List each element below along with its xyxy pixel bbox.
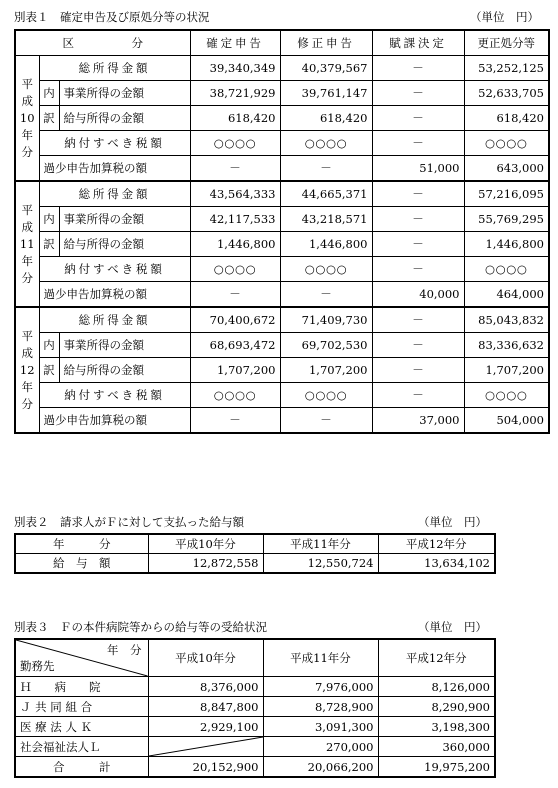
table3-row-label: Ｊ 共 同 組 合 bbox=[15, 697, 148, 717]
table3-value: 270,000 bbox=[263, 737, 378, 757]
value-correction: 1,707,200 bbox=[464, 358, 549, 383]
value-correction: 55,769,295 bbox=[464, 207, 549, 232]
value-correction: 83,336,632 bbox=[464, 333, 549, 358]
value-amended: 71,409,730 bbox=[280, 307, 372, 333]
table1-row-h11-penalty-tax bbox=[15, 282, 549, 308]
table3-row-label: 医 療 法 人 Ｋ bbox=[15, 717, 148, 737]
table1-caption: 別表１ 確定申告及び原処分等の状況 bbox=[14, 10, 210, 24]
value-correction: 52,633,705 bbox=[464, 81, 549, 106]
era-char: 年 bbox=[21, 379, 33, 394]
table1-row-h11-tax-due bbox=[15, 257, 549, 282]
table3-value: 8,728,900 bbox=[263, 697, 378, 717]
era-char: 年 bbox=[21, 253, 33, 268]
value-amended: ○○○○ bbox=[280, 257, 372, 282]
breakdown-char: 内 bbox=[39, 333, 59, 358]
breakdown-char: 訳 bbox=[39, 358, 59, 383]
value-correction: 57,216,095 bbox=[464, 181, 549, 207]
table1-row-h12-penalty-tax bbox=[15, 408, 549, 434]
value-amended: 69,702,530 bbox=[280, 333, 372, 358]
row-label-salary-income: 給与所得の金額 bbox=[59, 232, 190, 257]
era-label-h12 bbox=[15, 307, 39, 433]
value-final: 42,117,533 bbox=[190, 207, 280, 232]
value-amended: 44,665,371 bbox=[280, 181, 372, 207]
era-label-h10 bbox=[15, 56, 39, 182]
table3-row-medical-corp-k bbox=[15, 717, 495, 737]
era-char: 年 bbox=[21, 127, 33, 142]
row-label-penalty-tax: 過少申告加算税の額 bbox=[39, 156, 190, 182]
era-char: 分 bbox=[21, 144, 33, 159]
value-correction: 85,043,832 bbox=[464, 307, 549, 333]
row-label-business-income: 事業所得の金額 bbox=[59, 207, 190, 232]
era-char: 平 bbox=[21, 76, 33, 91]
table3-empty-cell bbox=[148, 737, 263, 757]
table2-caption: 別表２ 請求人がＦに対して支払った給与額 bbox=[14, 515, 244, 529]
value-final: 1,446,800 bbox=[190, 232, 280, 257]
value-assessment: － bbox=[372, 232, 464, 257]
table2-value-h10: 12,872,558 bbox=[148, 554, 263, 574]
era-char: 成 bbox=[21, 219, 33, 234]
table2-header-h11: 平成11年分 bbox=[263, 534, 378, 554]
era-char: 11 bbox=[19, 236, 35, 251]
table2-value-h11: 12,550,724 bbox=[263, 554, 378, 574]
value-final: － bbox=[190, 282, 280, 308]
header-assessment: 賦課決定 bbox=[372, 30, 464, 56]
table2-header-row bbox=[15, 534, 495, 554]
table3-value: 20,066,200 bbox=[263, 757, 378, 778]
value-amended: 1,446,800 bbox=[280, 232, 372, 257]
era-char: 成 bbox=[21, 345, 33, 360]
row-label-tax-due: 納付すべき税額 bbox=[39, 257, 190, 282]
value-assessment: 40,000 bbox=[372, 282, 464, 308]
table3-value: 20,152,900 bbox=[148, 757, 263, 778]
table3-corner-cell bbox=[15, 639, 148, 677]
row-label-penalty-tax: 過少申告加算税の額 bbox=[39, 408, 190, 434]
value-correction: 643,000 bbox=[464, 156, 549, 182]
table1-row-h12-total-income bbox=[15, 307, 549, 333]
table3-value: 3,091,300 bbox=[263, 717, 378, 737]
row-label-penalty-tax: 過少申告加算税の額 bbox=[39, 282, 190, 308]
value-final: ○○○○ bbox=[190, 257, 280, 282]
value-amended: － bbox=[280, 156, 372, 182]
table3-value: 8,290,900 bbox=[378, 697, 495, 717]
table2-salary-row bbox=[15, 554, 495, 574]
value-amended: － bbox=[280, 408, 372, 434]
value-correction: 464,000 bbox=[464, 282, 549, 308]
value-assessment: － bbox=[372, 358, 464, 383]
table1-row-h12-salary-income bbox=[15, 358, 549, 383]
breakdown-char: 訳 bbox=[39, 232, 59, 257]
header-amended-return: 修正申告 bbox=[280, 30, 372, 56]
table3-value: 360,000 bbox=[378, 737, 495, 757]
breakdown-char: 内 bbox=[39, 207, 59, 232]
value-amended: ○○○○ bbox=[280, 383, 372, 408]
table3-row-label: Ｈ 病 院 bbox=[15, 677, 148, 697]
value-assessment: － bbox=[372, 56, 464, 81]
table3-value: 2,929,100 bbox=[148, 717, 263, 737]
table2-row-label: 給 与 額 bbox=[15, 554, 148, 574]
corner-year-label: 年 分 bbox=[107, 643, 142, 657]
table3-value: 8,376,000 bbox=[148, 677, 263, 697]
table1-row-h10-penalty-tax bbox=[15, 156, 549, 182]
value-final: 68,693,472 bbox=[190, 333, 280, 358]
value-assessment: － bbox=[372, 106, 464, 131]
table2-header-h12: 平成12年分 bbox=[378, 534, 495, 554]
header-final-return: 確定申告 bbox=[190, 30, 280, 56]
value-amended: 618,420 bbox=[280, 106, 372, 131]
table1-tax-status bbox=[14, 29, 550, 434]
value-correction: 53,252,125 bbox=[464, 56, 549, 81]
table3-header-h11: 平成11年分 bbox=[263, 639, 378, 677]
table1-row-h10-salary-income bbox=[15, 106, 549, 131]
table1-row-h12-tax-due bbox=[15, 383, 549, 408]
value-assessment: 37,000 bbox=[372, 408, 464, 434]
value-amended: 1,707,200 bbox=[280, 358, 372, 383]
value-assessment: － bbox=[372, 181, 464, 207]
table1-row-h10-tax-due bbox=[15, 131, 549, 156]
value-assessment: － bbox=[372, 383, 464, 408]
table3-caption: 別表３ Ｆの本件病院等からの給与等の受給状況 bbox=[14, 620, 267, 634]
table3-value: 7,976,000 bbox=[263, 677, 378, 697]
table3-row-label: 社会福祉法人Ｌ bbox=[15, 737, 148, 757]
header-category: 区 分 bbox=[15, 30, 190, 56]
empty-diagonal-line bbox=[149, 737, 263, 756]
value-amended: 40,379,567 bbox=[280, 56, 372, 81]
table3-value: 8,126,000 bbox=[378, 677, 495, 697]
table3-unit: （単位 円） bbox=[418, 620, 487, 634]
row-label-business-income: 事業所得の金額 bbox=[59, 81, 190, 106]
value-assessment: － bbox=[372, 131, 464, 156]
table2-salary-paid bbox=[14, 533, 496, 574]
table3-value: 19,975,200 bbox=[378, 757, 495, 778]
value-correction: ○○○○ bbox=[464, 383, 549, 408]
era-char: 分 bbox=[21, 270, 33, 285]
value-final: 1,707,200 bbox=[190, 358, 280, 383]
era-char: 分 bbox=[21, 396, 33, 411]
table1-row-h11-total-income bbox=[15, 181, 549, 207]
value-assessment: － bbox=[372, 81, 464, 106]
header-correction: 更正処分等 bbox=[464, 30, 549, 56]
table1-header-row bbox=[15, 30, 549, 56]
table3-header-row bbox=[15, 639, 495, 677]
table3-value: 8,847,800 bbox=[148, 697, 263, 717]
table3-row-total bbox=[15, 757, 495, 778]
table2-unit: （単位 円） bbox=[418, 515, 487, 529]
value-final: 618,420 bbox=[190, 106, 280, 131]
value-final: 43,564,333 bbox=[190, 181, 280, 207]
value-assessment: － bbox=[372, 307, 464, 333]
era-char: 平 bbox=[21, 202, 33, 217]
table3-header-h12: 平成12年分 bbox=[378, 639, 495, 677]
value-assessment: － bbox=[372, 257, 464, 282]
value-assessment: 51,000 bbox=[372, 156, 464, 182]
value-final: 38,721,929 bbox=[190, 81, 280, 106]
era-char: 12 bbox=[19, 362, 35, 377]
value-amended: 39,761,147 bbox=[280, 81, 372, 106]
value-amended: － bbox=[280, 282, 372, 308]
value-correction: 1,446,800 bbox=[464, 232, 549, 257]
value-final: ○○○○ bbox=[190, 131, 280, 156]
table2-header-year: 年 分 bbox=[15, 534, 148, 554]
value-correction: 504,000 bbox=[464, 408, 549, 434]
value-final: － bbox=[190, 156, 280, 182]
row-label-total-income: 総所得金額 bbox=[39, 56, 190, 81]
row-label-tax-due: 納付すべき税額 bbox=[39, 383, 190, 408]
table3-row-hospital-h bbox=[15, 677, 495, 697]
table3-row-label: 合 計 bbox=[15, 757, 148, 778]
row-label-salary-income: 給与所得の金額 bbox=[59, 358, 190, 383]
row-label-business-income: 事業所得の金額 bbox=[59, 333, 190, 358]
value-final: ○○○○ bbox=[190, 383, 280, 408]
table3-row-welfare-corp-l bbox=[15, 737, 495, 757]
era-char: 成 bbox=[21, 93, 33, 108]
era-char: 10 bbox=[19, 110, 35, 125]
value-assessment: － bbox=[372, 333, 464, 358]
table3-header-h10: 平成10年分 bbox=[148, 639, 263, 677]
row-label-salary-income: 給与所得の金額 bbox=[59, 106, 190, 131]
table1-row-h10-business-income bbox=[15, 81, 549, 106]
breakdown-char: 訳 bbox=[39, 106, 59, 131]
table3-value: 3,198,300 bbox=[378, 717, 495, 737]
value-final: 39,340,349 bbox=[190, 56, 280, 81]
value-final: 70,400,672 bbox=[190, 307, 280, 333]
row-label-total-income: 総所得金額 bbox=[39, 307, 190, 333]
table1-row-h10-total-income bbox=[15, 56, 549, 81]
table3-salary-received bbox=[14, 638, 496, 778]
table1-row-h12-business-income bbox=[15, 333, 549, 358]
row-label-total-income: 総所得金額 bbox=[39, 181, 190, 207]
table2-header-h10: 平成10年分 bbox=[148, 534, 263, 554]
value-amended: 43,218,571 bbox=[280, 207, 372, 232]
era-label-h11 bbox=[15, 181, 39, 307]
value-correction: ○○○○ bbox=[464, 257, 549, 282]
value-final: － bbox=[190, 408, 280, 434]
corner-workplace-label: 勤務先 bbox=[20, 659, 55, 673]
value-correction: 618,420 bbox=[464, 106, 549, 131]
table3-row-cooperative-j bbox=[15, 697, 495, 717]
value-assessment: － bbox=[372, 207, 464, 232]
breakdown-char: 内 bbox=[39, 81, 59, 106]
table1-row-h11-salary-income bbox=[15, 232, 549, 257]
table2-value-h12: 13,634,102 bbox=[378, 554, 495, 574]
table1-row-h11-business-income bbox=[15, 207, 549, 232]
value-correction: ○○○○ bbox=[464, 131, 549, 156]
table1-unit: （単位 円） bbox=[470, 10, 539, 24]
row-label-tax-due: 納付すべき税額 bbox=[39, 131, 190, 156]
value-amended: ○○○○ bbox=[280, 131, 372, 156]
era-char: 平 bbox=[21, 328, 33, 343]
